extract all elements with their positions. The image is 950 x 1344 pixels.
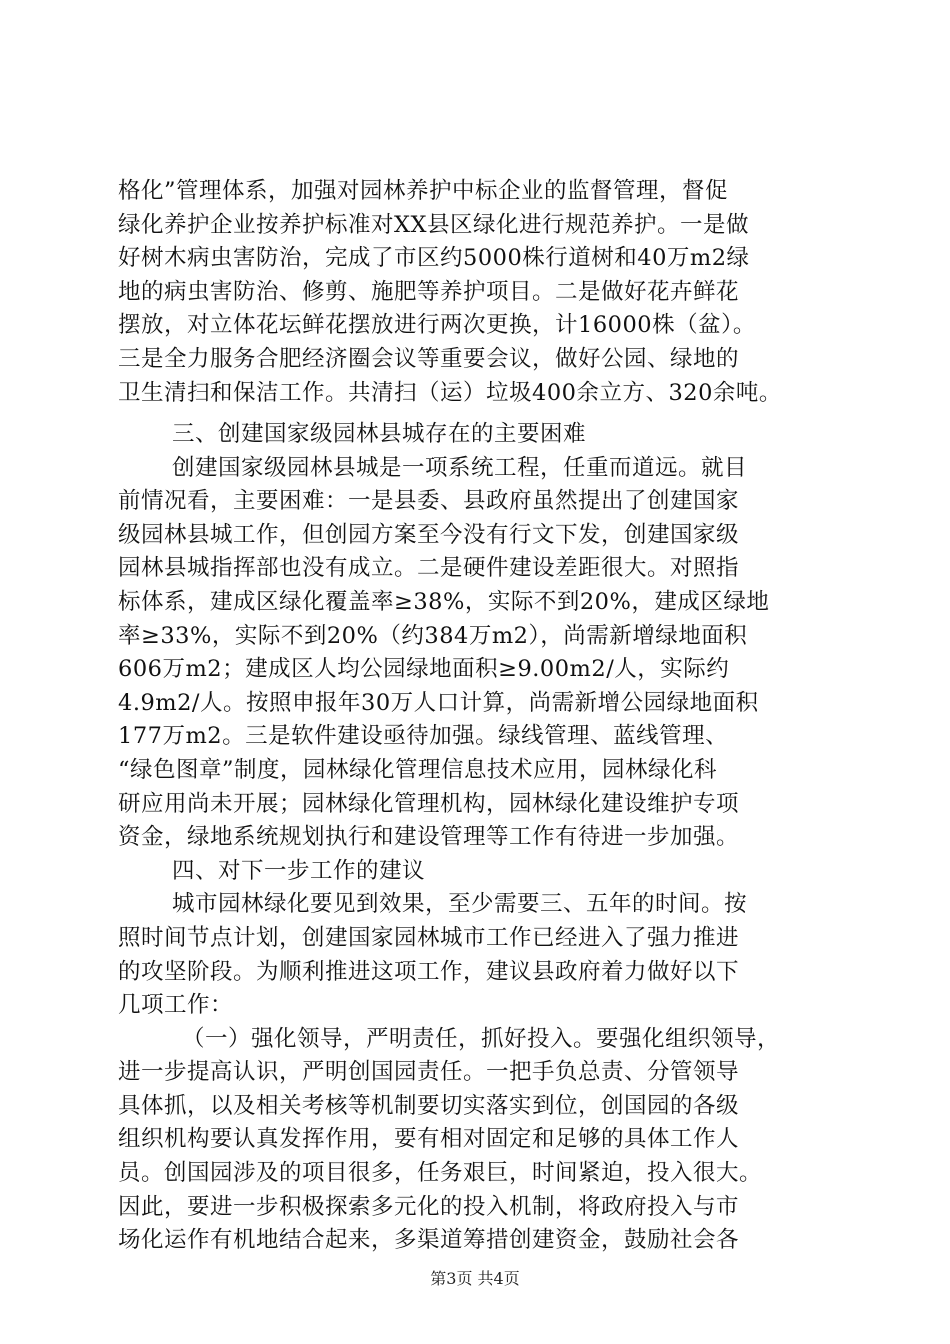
text-line: 几项工作：: [118, 992, 234, 1019]
text-line: 级园林县城工作，但创园方案至今没有行文下发，创建国家级: [118, 521, 740, 548]
text-line: 资金，绿地系统规划执行和建设管理等工作有待进一步加强。: [118, 824, 740, 851]
text-line: 地的病虫害防治、修剪、施肥等养护项目。二是做好花卉鲜花: [118, 278, 740, 305]
section-body: [118, 418, 838, 1258]
page-number-footer: 第3页 共4页: [430, 1269, 520, 1288]
text-line: 的攻坚阶段。为顺利推进这项工作，建议县政府着力做好以下: [118, 958, 740, 985]
text-line: “绿色图章”制度，园林绿化管理信息技术应用，园林绿化科: [118, 756, 718, 783]
text-line: 因此，要进一步积极探索多元化的投入机制，将政府投入与市: [118, 1193, 740, 1220]
text-line: 创建国家级园林县城是一项系统工程，任重而道远。就目: [172, 454, 748, 481]
text-line: 标体系，建成区绿化覆盖率≥38%，实际不到20%，建成区绿地: [118, 588, 770, 615]
text-line: 绿化养护企业按养护标准对XX县区绿化进行规范养护。一是做: [118, 211, 750, 238]
text-line: 卫生清扫和保洁工作。共清扫（运）垃圾400余立方、320余吨。: [118, 379, 782, 406]
text-line: 进一步提高认识，严明创国园责任。一把手负总责、分管领导: [118, 1059, 740, 1086]
text-line: 好树木病虫害防治，完成了市区约5000株行道树和40万m2绿: [118, 245, 750, 272]
text-line: 场化运作有机地结合起来，多渠道筹措创建资金，鼓励社会各: [118, 1227, 740, 1254]
text-line: 照时间节点计划，创建国家园林城市工作已经进入了强力推进: [118, 924, 740, 951]
text-line: 研应用尚未开展；园林绿化管理机构，园林绿化建设维护专项: [118, 790, 740, 817]
section-heading-difficulties: 三、创建国家级园林县城存在的主要困难: [172, 421, 587, 447]
paragraph-maintenance: [118, 175, 838, 410]
text-line: 4.9m2/人。按照申报年30万人口计算，尚需新增公园绿地面积: [118, 689, 759, 716]
text-line: 606万m2；建成区人均公园绿地面积≥9.00m2/人，实际约: [118, 656, 730, 683]
section-heading-suggestions: 四、对下一步工作的建议: [172, 857, 426, 884]
text-line: 园林县城指挥部也没有成立。二是硬件建设差距很大。对照指: [118, 555, 740, 582]
text-line: 率≥33%，实际不到20%（约384万m2），尚需新增绿地面积: [118, 622, 748, 649]
text-line: 具体抓，以及相关考核等机制要切实落实到位，创国园的各级: [118, 1092, 740, 1119]
text-line: 员。创国园涉及的项目很多，任务艰巨，时间紧迫，投入很大。: [118, 1160, 763, 1187]
text-line: 三是全力服务合肥经济圈会议等重要会议，做好公园、绿地的: [118, 345, 740, 372]
text-line: 177万m2。三是软件建设亟待加强。绿线管理、蓝线管理、: [118, 723, 729, 750]
text-line: 城市园林绿化要见到效果，至少需要三、五年的时间。按: [172, 891, 748, 918]
text-line: 格化”管理体系，加强对园林养护中标企业的监督管理，督促: [118, 178, 729, 204]
text-line: 摆放，对立体花坛鲜花摆放进行两次更换，计16000株（盆）。: [118, 312, 756, 339]
text-line: 前情况看，主要困难：一是县委、县政府虽然提出了创建国家: [118, 488, 740, 515]
subsection-heading-leadership: （一）强化领导，严明责任，抓好投入。要强化组织领导，: [182, 1025, 781, 1052]
text-line: 组织机构要认真发挥作用，要有相对固定和足够的具体工作人: [118, 1126, 740, 1153]
